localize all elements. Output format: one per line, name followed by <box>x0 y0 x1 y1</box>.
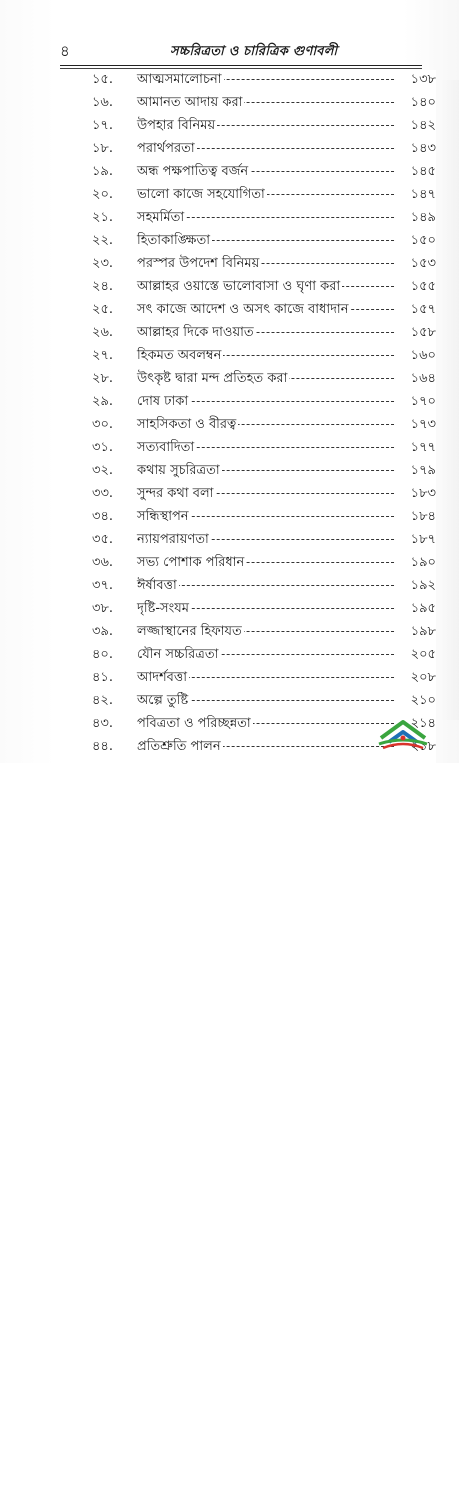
toc-entry-page: ১৮৩ <box>396 484 436 1247</box>
toc-entry-page: ১৫৭ <box>396 300 436 1063</box>
toc-entry-number: ৪২. <box>92 693 114 708</box>
toc-entry-page: ২১০ <box>396 691 436 1454</box>
toc-entry-title: পরার্থপরতা <box>137 139 197 160</box>
toc-entry-number: ৩৯. <box>92 624 114 639</box>
toc-entry-number: ১৯. <box>92 164 114 179</box>
toc-entry-page: ১৪২ <box>396 116 436 879</box>
toc-entry-number: ২৫. <box>92 302 114 317</box>
toc-entry-page: ১৪৫ <box>396 162 436 925</box>
toc-entry-title: লজ্জাস্থানের হিফাযত <box>137 622 244 643</box>
toc-entry-page: ২১৪ <box>396 714 436 1477</box>
toc-entry-number: ২২. <box>92 233 114 248</box>
toc-entry-page: ১৪৩ <box>396 139 436 902</box>
header-rule-thin <box>60 68 422 69</box>
toc-entry-number: ২৬. <box>92 325 114 340</box>
toc-entry-page: ১৭০ <box>396 392 436 1155</box>
toc-entry-number: ২৪. <box>92 279 114 294</box>
toc-entry-page: ১৭৭ <box>396 438 436 1201</box>
toc-entry-page: ১৮৪ <box>396 507 436 1270</box>
publisher-logo-icon <box>373 712 433 752</box>
toc-entry-title: ঈর্ষাবত্তা <box>137 576 179 597</box>
toc-entry-page: ১৫৮ <box>396 323 436 1086</box>
toc-entry-number: ৩১. <box>92 440 114 455</box>
toc-entry-title: সহমর্মিতা <box>137 208 186 229</box>
toc-entry-number: ২৩. <box>92 256 114 271</box>
toc-entry-title: দোষ ঢাকা <box>137 392 190 413</box>
toc-entry-number: ৩২. <box>92 463 114 478</box>
running-header <box>60 40 410 64</box>
toc-entry-page: ১৪৭ <box>396 185 436 948</box>
toc-entry-number: ৪০. <box>92 647 114 662</box>
toc-entry-title: সত্যবাদিতা <box>137 438 196 459</box>
toc-entry-title: যৌন সচ্চরিত্রতা <box>137 645 220 666</box>
toc-entry-number: ২৯. <box>92 394 114 409</box>
toc-entry-title: উপহার বিনিময় <box>137 116 217 137</box>
toc-entry-title: পরস্পর উপদেশ বিনিময় <box>137 254 261 275</box>
toc-entry-page: ১৪৯ <box>396 208 436 971</box>
toc-entry-number: ২৭. <box>92 348 114 363</box>
toc-entry-title: সৎ কাজে আদেশ ও অসৎ কাজে বাধাদান <box>137 300 350 321</box>
toc-entry-number: ৩৬. <box>92 555 114 570</box>
toc-entry-page: ২০৮ <box>396 668 436 1431</box>
toc-entry-title: অল্পে তুষ্টি <box>137 691 190 712</box>
toc-entry-page: ১৯৫ <box>396 599 436 1362</box>
toc-entry-page: ১৯৮ <box>396 622 436 1385</box>
toc-entry-page: ১৬০ <box>396 346 436 1109</box>
toc-entry-title: আত্মসমালোচনা <box>137 70 224 91</box>
toc-entry-number: ৩৭. <box>92 578 114 593</box>
toc-entry-number: ৩৫. <box>92 532 114 547</box>
toc-entry-number: ৩৮. <box>92 601 114 616</box>
toc-entry-number: ৪৩. <box>92 716 114 731</box>
toc-entry-title: আদর্শবত্তা <box>137 668 189 689</box>
toc-entry-page: ১৯২ <box>396 576 436 1339</box>
page-number: ৪ <box>60 42 70 60</box>
toc-entry-page: ১৪০ <box>396 93 436 856</box>
toc-entry-page: ১৫৫ <box>396 277 436 1040</box>
toc-entry-title: আল্লাহর ওয়াস্তে ভালোবাসা ও ঘৃণা করা <box>137 277 342 298</box>
toc-entry-title: অন্ধ পক্ষপাতিত্ব বর্জন <box>137 162 250 183</box>
toc-entry-page: ২১৮ <box>396 737 436 1500</box>
toc-entry-page: ১৬৪ <box>396 369 436 1132</box>
toc-entry-number: ১৬. <box>92 95 114 110</box>
toc-entry-title: ন্যায়পরায়ণতা <box>137 530 211 551</box>
toc-entry-page: ১৯০ <box>396 553 436 1316</box>
toc-entry-title: সন্ধিস্থাপন <box>137 507 191 528</box>
toc-entry-title: হিতাকাঙ্ক্ষিতা <box>137 231 212 252</box>
toc-entry-number: ১৮. <box>92 141 114 156</box>
toc-entry-page: ১৭৩ <box>396 415 436 1178</box>
toc-entry-number: ২১. <box>92 210 114 225</box>
toc-entry-number: ৩৩. <box>92 486 114 501</box>
toc-entry-number: ৪৪. <box>92 739 114 754</box>
toc-entry-number: ৩৪. <box>92 509 114 524</box>
toc-entry-title: উৎকৃষ্ট দ্বারা মন্দ প্রতিহত করা <box>137 369 289 390</box>
running-title: সচ্চরিত্রতা ও চারিত্রিক গুণাবলী <box>170 44 338 59</box>
toc-entry-page: ১৮৭ <box>396 530 436 1293</box>
toc-entry-title: সুন্দর কথা বলা <box>137 484 215 505</box>
toc-entry-page: ২০৫ <box>396 645 436 1408</box>
toc-entry-title: কথায় সুচরিত্রতা <box>137 461 222 482</box>
toc-entry-page: ১৩৮ <box>396 70 436 833</box>
toc-entry-number: ১৭. <box>92 118 114 133</box>
header-rule <box>60 65 422 66</box>
toc-entry-page: ১৭৯ <box>396 461 436 1224</box>
toc-entry-title: পবিত্রতা ও পরিচ্ছন্নতা <box>137 714 253 735</box>
toc-entry-title: সভ্য পোশাক পরিধান <box>137 553 246 574</box>
toc-entry-title: দৃষ্টি-সংযম <box>137 599 191 620</box>
toc-entry-title: আমানত আদায় করা <box>137 93 244 114</box>
toc-entry-number: ২০. <box>92 187 114 202</box>
toc-entry-page: ১৫৩ <box>396 254 436 1017</box>
toc-entry-title: সাহসিকতা ও বীরত্ব <box>137 415 238 436</box>
toc-entry-number: ৩০. <box>92 417 114 432</box>
toc-entry-title: ভালো কাজে সহযোগিতা <box>137 185 267 206</box>
toc-entry-title: প্রতিশ্রুতি পালন <box>137 737 223 758</box>
toc-entry-page: ১৫০ <box>396 231 436 994</box>
toc-entry-number: ৪১. <box>92 670 114 685</box>
toc-entry-title: আল্লাহর দিকে দাওয়াত <box>137 323 256 344</box>
toc-entry-title: হিকমত অবলম্বন <box>137 346 223 367</box>
toc-entry-number: ২৮. <box>92 371 114 386</box>
toc-entry-number: ১৫. <box>92 72 114 87</box>
